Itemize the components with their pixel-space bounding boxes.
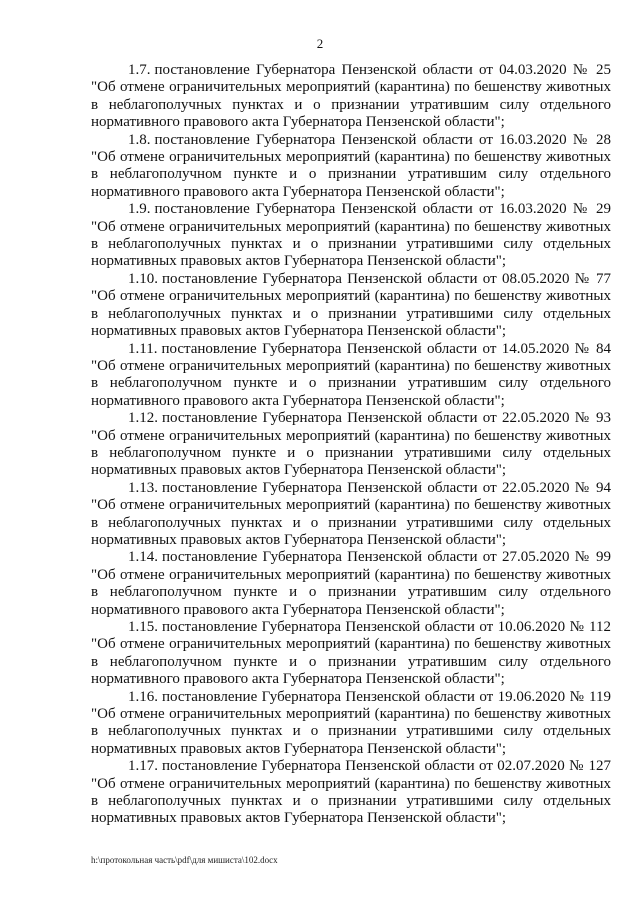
item-number: 1.17. <box>128 758 158 775</box>
page-number: 2 <box>316 36 324 51</box>
list-item <box>91 62 611 132</box>
item-number: 1.8. <box>128 131 151 148</box>
list-item <box>91 619 611 689</box>
file-path-footer: h:\протокольная часть\pdf\для мишиста\102.docx <box>91 855 278 865</box>
list-item <box>91 689 611 759</box>
item-text: постановление Губернатора Пензенской области от 27.05.2020 № 99 "Об отмене ограничительных мероприятий (карантина) по бешенству животных в неблагополучном пункте и о признании утратившим силу отдельного нормативного правового акта Губернатора Пензенской области"; <box>91 549 611 618</box>
list-item <box>91 271 611 341</box>
item-text: постановление Губернатора Пензенской области от 08.05.2020 № 77 "Об отмене ограничительных мероприятий (карантина) по бешенству животных в неблагополучных пунктах и о признании утратившими силу отдельных нормативных правовых актов Губернатора Пензенской области"; <box>91 270 611 340</box>
item-text: постановление Губернатора Пензенской области от 02.07.2020 № 127 "Об отмене ограничительных мероприятий (карантина) по бешенству животных в неблагополучных пунктах и о признании утратившими силу отдельных нормативных правовых актов Губернатора Пензенской области"; <box>91 758 611 827</box>
item-number: 1.10. <box>128 270 158 287</box>
item-number: 1.15. <box>128 619 158 635</box>
item-text: постановление Губернатора Пензенской области от 04.03.2020 № 25 "Об отмене ограничительных мероприятий (карантина) по бешенству животных в неблагополучных пунктах и о признании утратившим силу отдельного нормативного правового акта Губернатора Пензенской области"; <box>91 62 611 131</box>
item-number: 1.14. <box>128 549 158 566</box>
list-item <box>91 201 611 271</box>
item-text: постановление Губернатора Пензенской области от 16.03.2020 № 28 "Об отмене ограничительных мероприятий (карантина) по бешенству животных в неблагополучном пункте и о признании утратившим силу отдельного нормативного правового акта Губернатора Пензенской области"; <box>91 131 611 200</box>
list-item <box>91 341 611 411</box>
list-item <box>91 410 611 480</box>
item-text: постановление Губернатора Пензенской области от 19.06.2020 № 119 "Об отмене ограничительных мероприятий (карантина) по бешенству животных в неблагополучных пунктах и о признании утратившими силу отдельных нормативных правовых актов Губернатора Пензенской области"; <box>91 688 611 757</box>
item-number: 1.9. <box>128 201 151 218</box>
item-text: постановление Губернатора Пензенской области от 22.05.2020 № 94 "Об отмене ограничительных мероприятий (карантина) по бешенству животных в неблагополучных пунктах и о признании утратившими силу отдельных нормативных правовых актов Губернатора Пензенской области"; <box>91 479 611 548</box>
item-text: постановление Губернатора Пензенской области от 10.06.2020 № 112 "Об отмене ограничительных мероприятий (карантина) по бешенству животных в неблагополучном пункте и о признании утратившим силу отдельного нормативного правового акта Губернатора Пензенской области"; <box>91 619 611 688</box>
item-number: 1.12. <box>128 410 158 427</box>
list-item <box>91 480 611 550</box>
item-number: 1.11. <box>128 340 158 357</box>
item-text: постановление Губернатора Пензенской области от 22.05.2020 № 93 "Об отмене ограничительных мероприятий (карантина) по бешенству животных в неблагополучном пункте и о признании утратившими силу отдельных нормативных правовых актов Губернатора Пензенской области"; <box>91 410 611 479</box>
item-number: 1.16. <box>128 688 158 705</box>
document-body <box>91 62 611 828</box>
item-number: 1.7. <box>128 62 151 78</box>
item-text: постановление Губернатора Пензенской области от 16.03.2020 № 29 "Об отмене ограничительных мероприятий (карантина) по бешенству животных в неблагополучных пунктах и о признании утратившими силу отдельных нормативных правовых актов Губернатора Пензенской области"; <box>91 201 611 270</box>
item-text: постановление Губернатора Пензенской области от 14.05.2020 № 84 "Об отмене ограничительных мероприятий (карантина) по бешенству животных в неблагополучном пункте и о признании утратившим силу отдельного нормативного правового акта Губернатора Пензенской области"; <box>91 340 611 409</box>
list-item <box>91 758 611 828</box>
list-item <box>91 549 611 619</box>
list-item <box>91 132 611 202</box>
item-number: 1.13. <box>128 479 158 496</box>
